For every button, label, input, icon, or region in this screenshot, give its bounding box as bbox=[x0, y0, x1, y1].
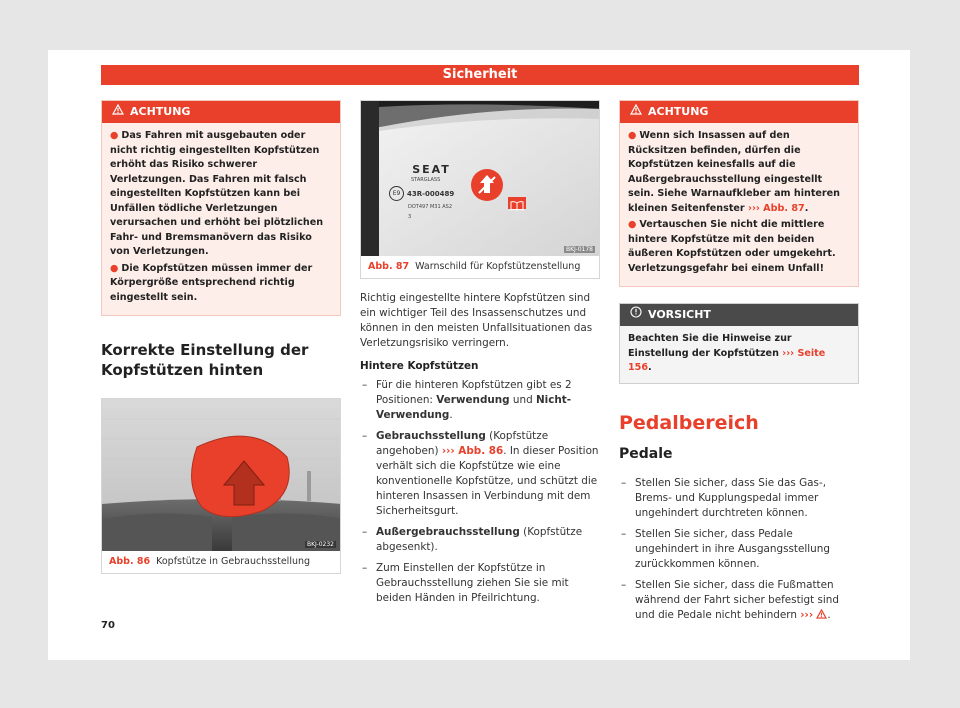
warning-header bbox=[102, 101, 340, 123]
warning-body bbox=[102, 123, 340, 315]
figure-87 bbox=[360, 100, 600, 279]
warning-label: ACHTUNG bbox=[648, 105, 709, 118]
subheading: Hintere Kopfstützen bbox=[360, 360, 479, 372]
link-abb-86[interactable]: ››› Abb. 86 bbox=[441, 445, 504, 457]
warning-header bbox=[620, 101, 858, 123]
chapter-title: Pedalbereich bbox=[619, 411, 759, 434]
info-circle-icon bbox=[630, 304, 642, 326]
caution-box bbox=[619, 303, 859, 384]
link-abb-87[interactable]: ››› Abb. 87 bbox=[747, 202, 805, 214]
warning-label: ACHTUNG bbox=[130, 105, 191, 118]
manual-book-icon bbox=[508, 197, 526, 209]
warning-item: ● Vertauschen Sie nicht die mittlere hintere Kopfstütze mit den beiden äußeren Kopfstützen oder umgekehrt. Verletzungsgefahr bei einem Unfall! bbox=[628, 219, 836, 274]
figure-code: BKJ-0178 bbox=[565, 246, 593, 253]
sticker-text: SEAT STARGLASS E9 43R-000489 DOT497 M31 AS2 3 bbox=[389, 163, 474, 220]
list-item: – Gebrauchsstellung (Kopfstütze angehoben) ››› Abb. 86. In dieser Position verhält sich die Kopfstütze wie eine konventionelle Kopfstütze, und schützt die hinteren Insassen in Verbindung mit dem Sicherheitsgurt. bbox=[360, 429, 600, 519]
pedal-list bbox=[619, 476, 859, 624]
intro-text: Richtig eingestellte hintere Kopfstützen sind ein wichtiger Teil des Insassenschutzes und können in den meisten Unfallsituationen das Verletzungsrisiko verringern. bbox=[360, 292, 593, 349]
headrest-list bbox=[360, 378, 600, 606]
headrest-warning-icon bbox=[471, 169, 503, 201]
warning-sticker-image bbox=[361, 101, 599, 256]
right-column bbox=[619, 100, 859, 630]
warning-item: ● Wenn sich Insassen auf den Rücksitzen befinden, dürfen die Kopfstützen keinesfalls auf die Außergebrauchsstellung eingestellt sein. Siehe Warnaufkleber am hinteren kleinen Seitenfenster ››› Abb. 87. bbox=[628, 130, 840, 214]
figure-86 bbox=[101, 398, 341, 574]
list-item: – Für die hinteren Kopfstützen gibt es 2 Positionen: Verwendung und Nicht-Verwendung. bbox=[360, 378, 600, 423]
figure-code: BKJ-0232 bbox=[306, 541, 334, 548]
link-warning-ref[interactable]: ››› bbox=[800, 608, 814, 621]
link-seite-156[interactable]: ››› Seite 156 bbox=[628, 347, 826, 373]
figure-caption: Abb. 86 Kopfstütze in Gebrauchsstellung bbox=[109, 556, 311, 567]
list-item: – Zum Einstellen der Kopfstütze in Gebrauchsstellung ziehen Sie sie mit beiden Händen in Pfeilrichtung. bbox=[360, 561, 600, 606]
subchapter-title: Pedale bbox=[619, 445, 673, 462]
warning-box-right bbox=[619, 100, 859, 287]
warning-item: ● Das Fahren mit ausgebauten oder nicht richtig eingestellten Kopfstützen erhöht das Risiko schwerer Verletzungen. Das Fahren mit falsch eingestellten Kopfstützen kann bei Unfällen tödliche Verletzungen verursachen und erhöht bei plötzlichen Fahr- und Bremsmanövern das Risiko von Verletzungen. bbox=[110, 130, 324, 257]
list-item: – Stellen Sie sicher, dass die Fußmatten während der Fahrt sicher befestigt sind und die Pedale nicht behindern ››› . bbox=[619, 578, 859, 624]
page-number: 70 bbox=[101, 620, 115, 631]
page-header: Sicherheit bbox=[101, 65, 859, 85]
warning-item: ● Die Kopfstützen müssen immer der Körpergröße entsprechend richtig eingestellt sein. bbox=[110, 262, 313, 303]
middle-column bbox=[360, 100, 600, 612]
figure-caption: Abb. 87 Warnschild für Kopfstützenstellung bbox=[368, 261, 581, 272]
warning-triangle-icon bbox=[112, 101, 124, 123]
section-title: Korrekte Einstellung der Kopfstützen hinten bbox=[101, 341, 309, 379]
warning-triangle-icon bbox=[816, 609, 827, 624]
caution-label: VORSICHT bbox=[648, 308, 711, 321]
warning-body bbox=[620, 123, 858, 286]
headrest-image bbox=[102, 399, 340, 551]
left-column bbox=[101, 100, 341, 574]
list-item: – Außergebrauchsstellung (Kopfstütze abgesenkt). bbox=[360, 525, 600, 555]
list-item: – Stellen Sie sicher, dass Sie das Gas-, Brems- und Kupplungspedal immer ungehindert durchtreten können. bbox=[619, 476, 859, 521]
warning-box-left bbox=[101, 100, 341, 316]
list-item: – Stellen Sie sicher, dass Pedale ungehindert in ihre Ausgangsstellung zurückkommen können. bbox=[619, 527, 859, 572]
warning-triangle-icon bbox=[630, 101, 642, 123]
caution-body: Beachten Sie die Hinweise zur Einstellung der Kopfstützen ››› Seite 156. bbox=[628, 333, 826, 373]
caution-header bbox=[620, 304, 858, 326]
